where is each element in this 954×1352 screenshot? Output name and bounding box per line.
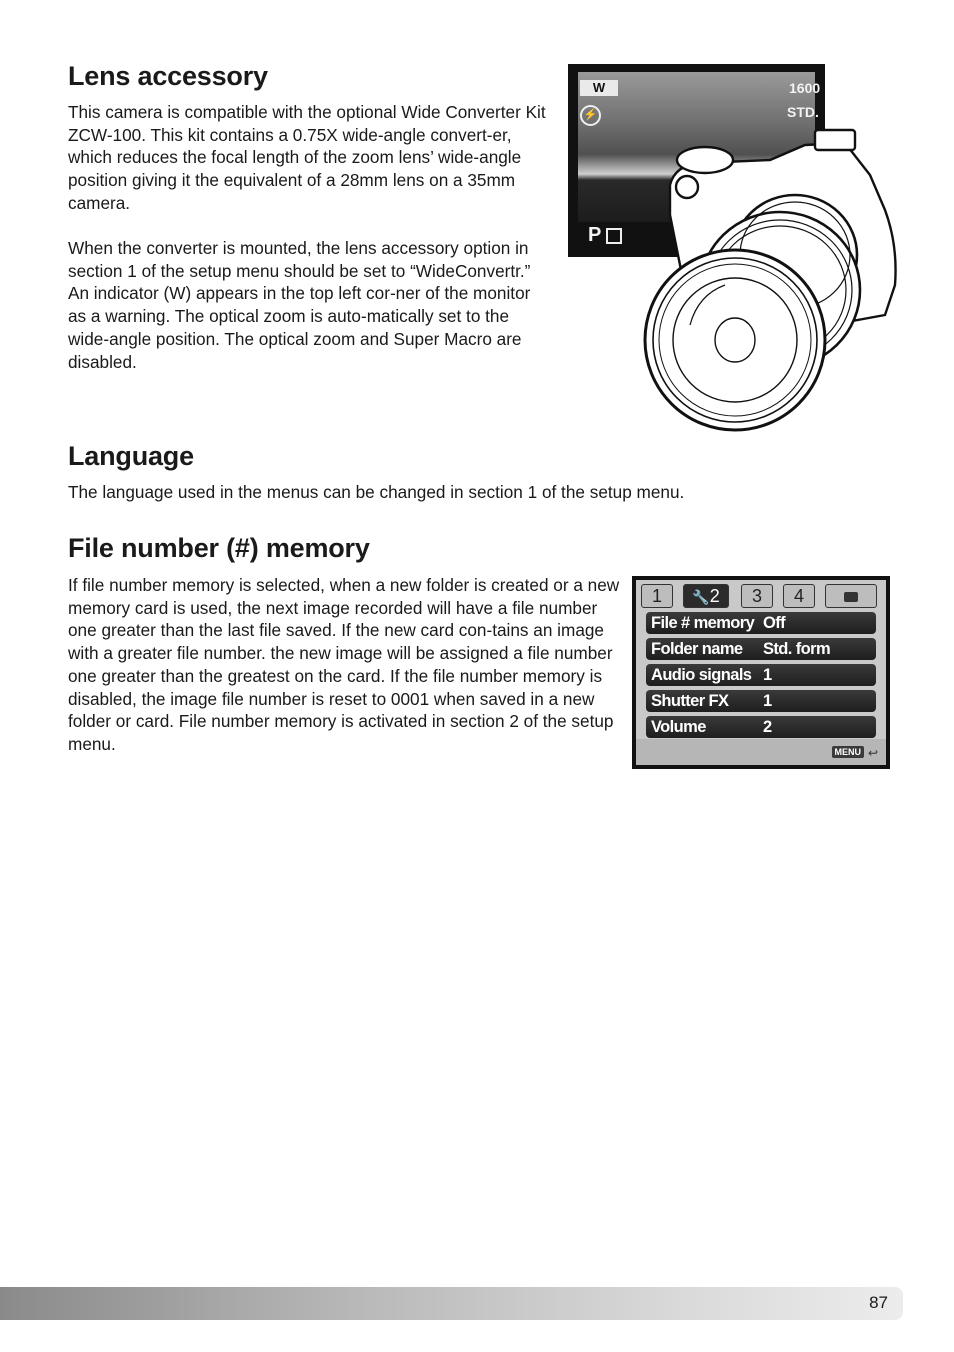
lens-accessory-paragraph-1: This camera is compatible with the optional Wide Converter Kit ZCW-100. This kit contains a 0.75X wide-angle convert-er, which reduces the focal length of the zoom lens’ wide-angle position giving it the equivalent of a 28mm lens on a 35mm camera. <box>68 102 546 213</box>
tab-2[interactable] <box>683 584 729 608</box>
metering-icon <box>606 228 622 244</box>
wide-converter-indicator: W <box>580 80 618 96</box>
menu-row-value: 1 <box>763 666 772 684</box>
quality-indicator: STD. <box>787 104 819 120</box>
lens-accessory-paragraph-2: When the converter is mounted, the lens accessory option in section 1 of the setup menu should be set to “WideConvertr.” An indicator (W) appears in the top left cor-ner of the monitor as a warning. The optical zoom is auto-matically set to the wide-angle position. The optical zoom and Super Macro are disabled. <box>68 238 531 372</box>
menu-row-value: 1 <box>763 692 772 710</box>
language-paragraph: The language used in the menus can be changed in section 1 of the setup menu. <box>68 482 685 502</box>
tab-camera[interactable] <box>825 584 877 608</box>
menu-row-volume[interactable] <box>646 716 876 738</box>
menu-row-shutter-fx[interactable] <box>646 690 876 712</box>
language-heading: Language <box>68 441 194 471</box>
wrench-icon: 🔧 <box>692 589 710 605</box>
menu-row-folder-name[interactable] <box>646 638 876 660</box>
menu-row-label: Folder name <box>651 640 743 658</box>
page-number: 87 <box>869 1293 888 1312</box>
menu-row-file-memory[interactable] <box>646 612 876 634</box>
menu-footer <box>636 739 886 765</box>
menu-row-value: Off <box>763 614 786 632</box>
exposure-mode-indicator: P <box>588 224 602 246</box>
menu-row-label: Shutter FX <box>651 692 729 710</box>
tab-2-label: 2 <box>709 586 720 606</box>
tab-3[interactable]: 3 <box>741 584 773 608</box>
return-arrow-icon: ↩ <box>867 746 878 760</box>
setup-menu-screen <box>632 576 890 769</box>
menu-row-label: Volume <box>651 718 706 736</box>
menu-row-audio-signals[interactable] <box>646 664 876 686</box>
menu-row-value: 2 <box>763 718 772 736</box>
tab-4[interactable]: 4 <box>783 584 815 608</box>
iso-indicator: 1600 <box>789 80 821 96</box>
camera-icon <box>844 592 858 602</box>
menu-row-label: Audio signals <box>651 666 752 684</box>
file-number-memory-heading: File number (#) memory <box>68 533 370 563</box>
menu-button[interactable]: MENU <box>832 746 865 758</box>
menu-row-value: Std. form <box>763 640 831 658</box>
tab-1[interactable]: 1 <box>641 584 673 608</box>
lens-accessory-heading: Lens accessory <box>68 61 268 91</box>
menu-row-label: File # memory <box>651 614 755 632</box>
camera-with-wide-converter-drawing <box>630 125 910 445</box>
flash-icon: ⚡ <box>580 105 601 126</box>
file-number-memory-paragraph: If file number memory is selected, when a new folder is created or a new memory card is used, the next image recorded will have a file number one greater than the last file saved. If the new card con-tains an image with a greater file number. the new image will be assigned a file number one greater than the greatest on the card. If the file number memory is disabled, the image file number is reset to 0001 when saved in a new folder or card. File number memory is activated in section 2 of the setup menu. <box>68 575 620 754</box>
footer-bar <box>0 1287 903 1320</box>
